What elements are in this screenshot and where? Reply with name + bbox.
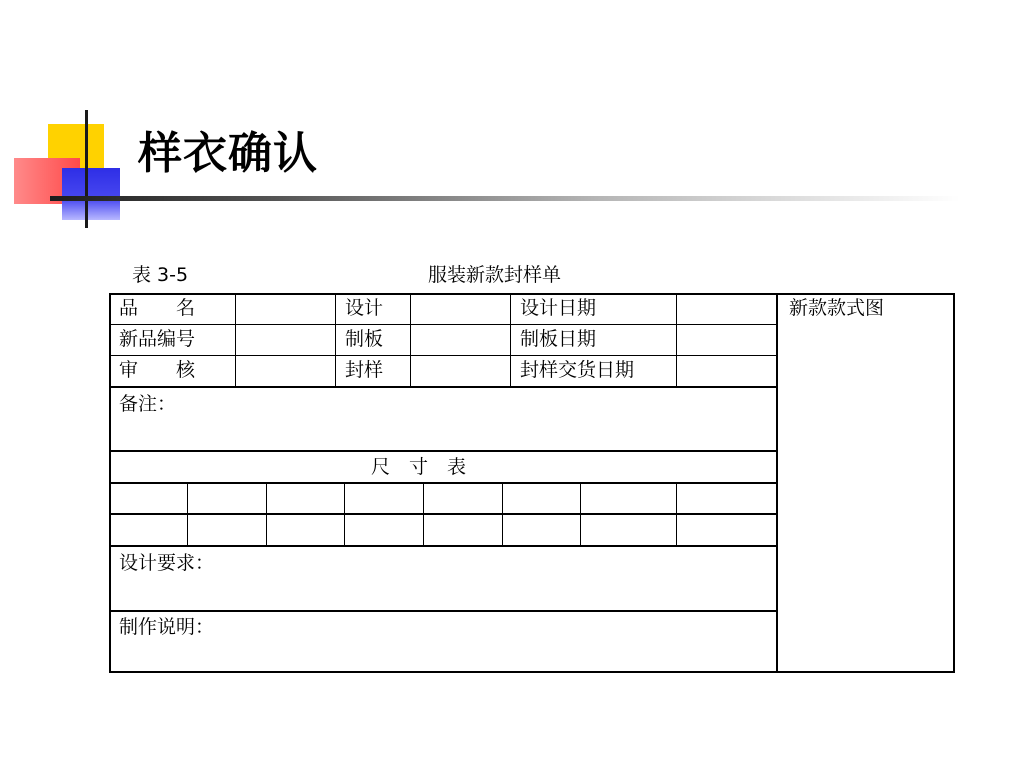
sealed-sample-delivery-date-label: 封样交货日期 [520, 359, 635, 381]
sealed-sample-label: 封样 [345, 359, 384, 381]
title-ornament-blue [62, 168, 120, 220]
col-line [510, 293, 511, 387]
size-table-header: 尺 寸 表 [371, 456, 467, 478]
table-number: 表 3-5 [132, 264, 189, 286]
row-line [109, 610, 778, 612]
col-line [676, 293, 677, 387]
title-ornament-vertical-line [85, 110, 88, 228]
col-line [410, 293, 411, 387]
pattern-date-label: 制板日期 [520, 328, 597, 350]
design-label: 设计 [345, 297, 384, 319]
style-drawing-label: 新款款式图 [789, 297, 885, 319]
design-requirements-label: 设计要求： [119, 552, 215, 574]
remarks-label: 备注： [119, 393, 177, 415]
form-title: 服装新款封样单 [428, 264, 562, 286]
new-product-number-label: 新品编号 [119, 328, 196, 350]
size-grid-col-line [580, 483, 581, 546]
size-grid-col-line [676, 483, 677, 546]
row-line [109, 545, 778, 547]
product-name-label: 品 名 [119, 297, 196, 319]
pattern-making-label: 制板 [345, 328, 384, 350]
row-line [109, 450, 778, 452]
size-grid-col-line [344, 483, 345, 546]
page-title: 样衣确认 [138, 128, 318, 179]
size-grid-col-line [502, 483, 503, 546]
title-underline [50, 196, 960, 201]
size-grid-col-line [266, 483, 267, 546]
row-line [109, 386, 778, 388]
row-line [109, 355, 778, 356]
col-line [335, 293, 336, 387]
row-line [109, 482, 778, 484]
size-grid-col-line [423, 483, 424, 546]
form-border-right [953, 293, 955, 673]
row-line [109, 324, 778, 325]
review-label: 审 核 [119, 359, 196, 381]
col-line [235, 293, 236, 387]
row-line [109, 513, 778, 515]
size-grid-col-line [187, 483, 188, 546]
form-border-bottom [109, 671, 955, 673]
design-date-label: 设计日期 [520, 297, 597, 319]
sample-confirmation-form [109, 293, 955, 673]
production-notes-label: 制作说明： [119, 616, 215, 638]
